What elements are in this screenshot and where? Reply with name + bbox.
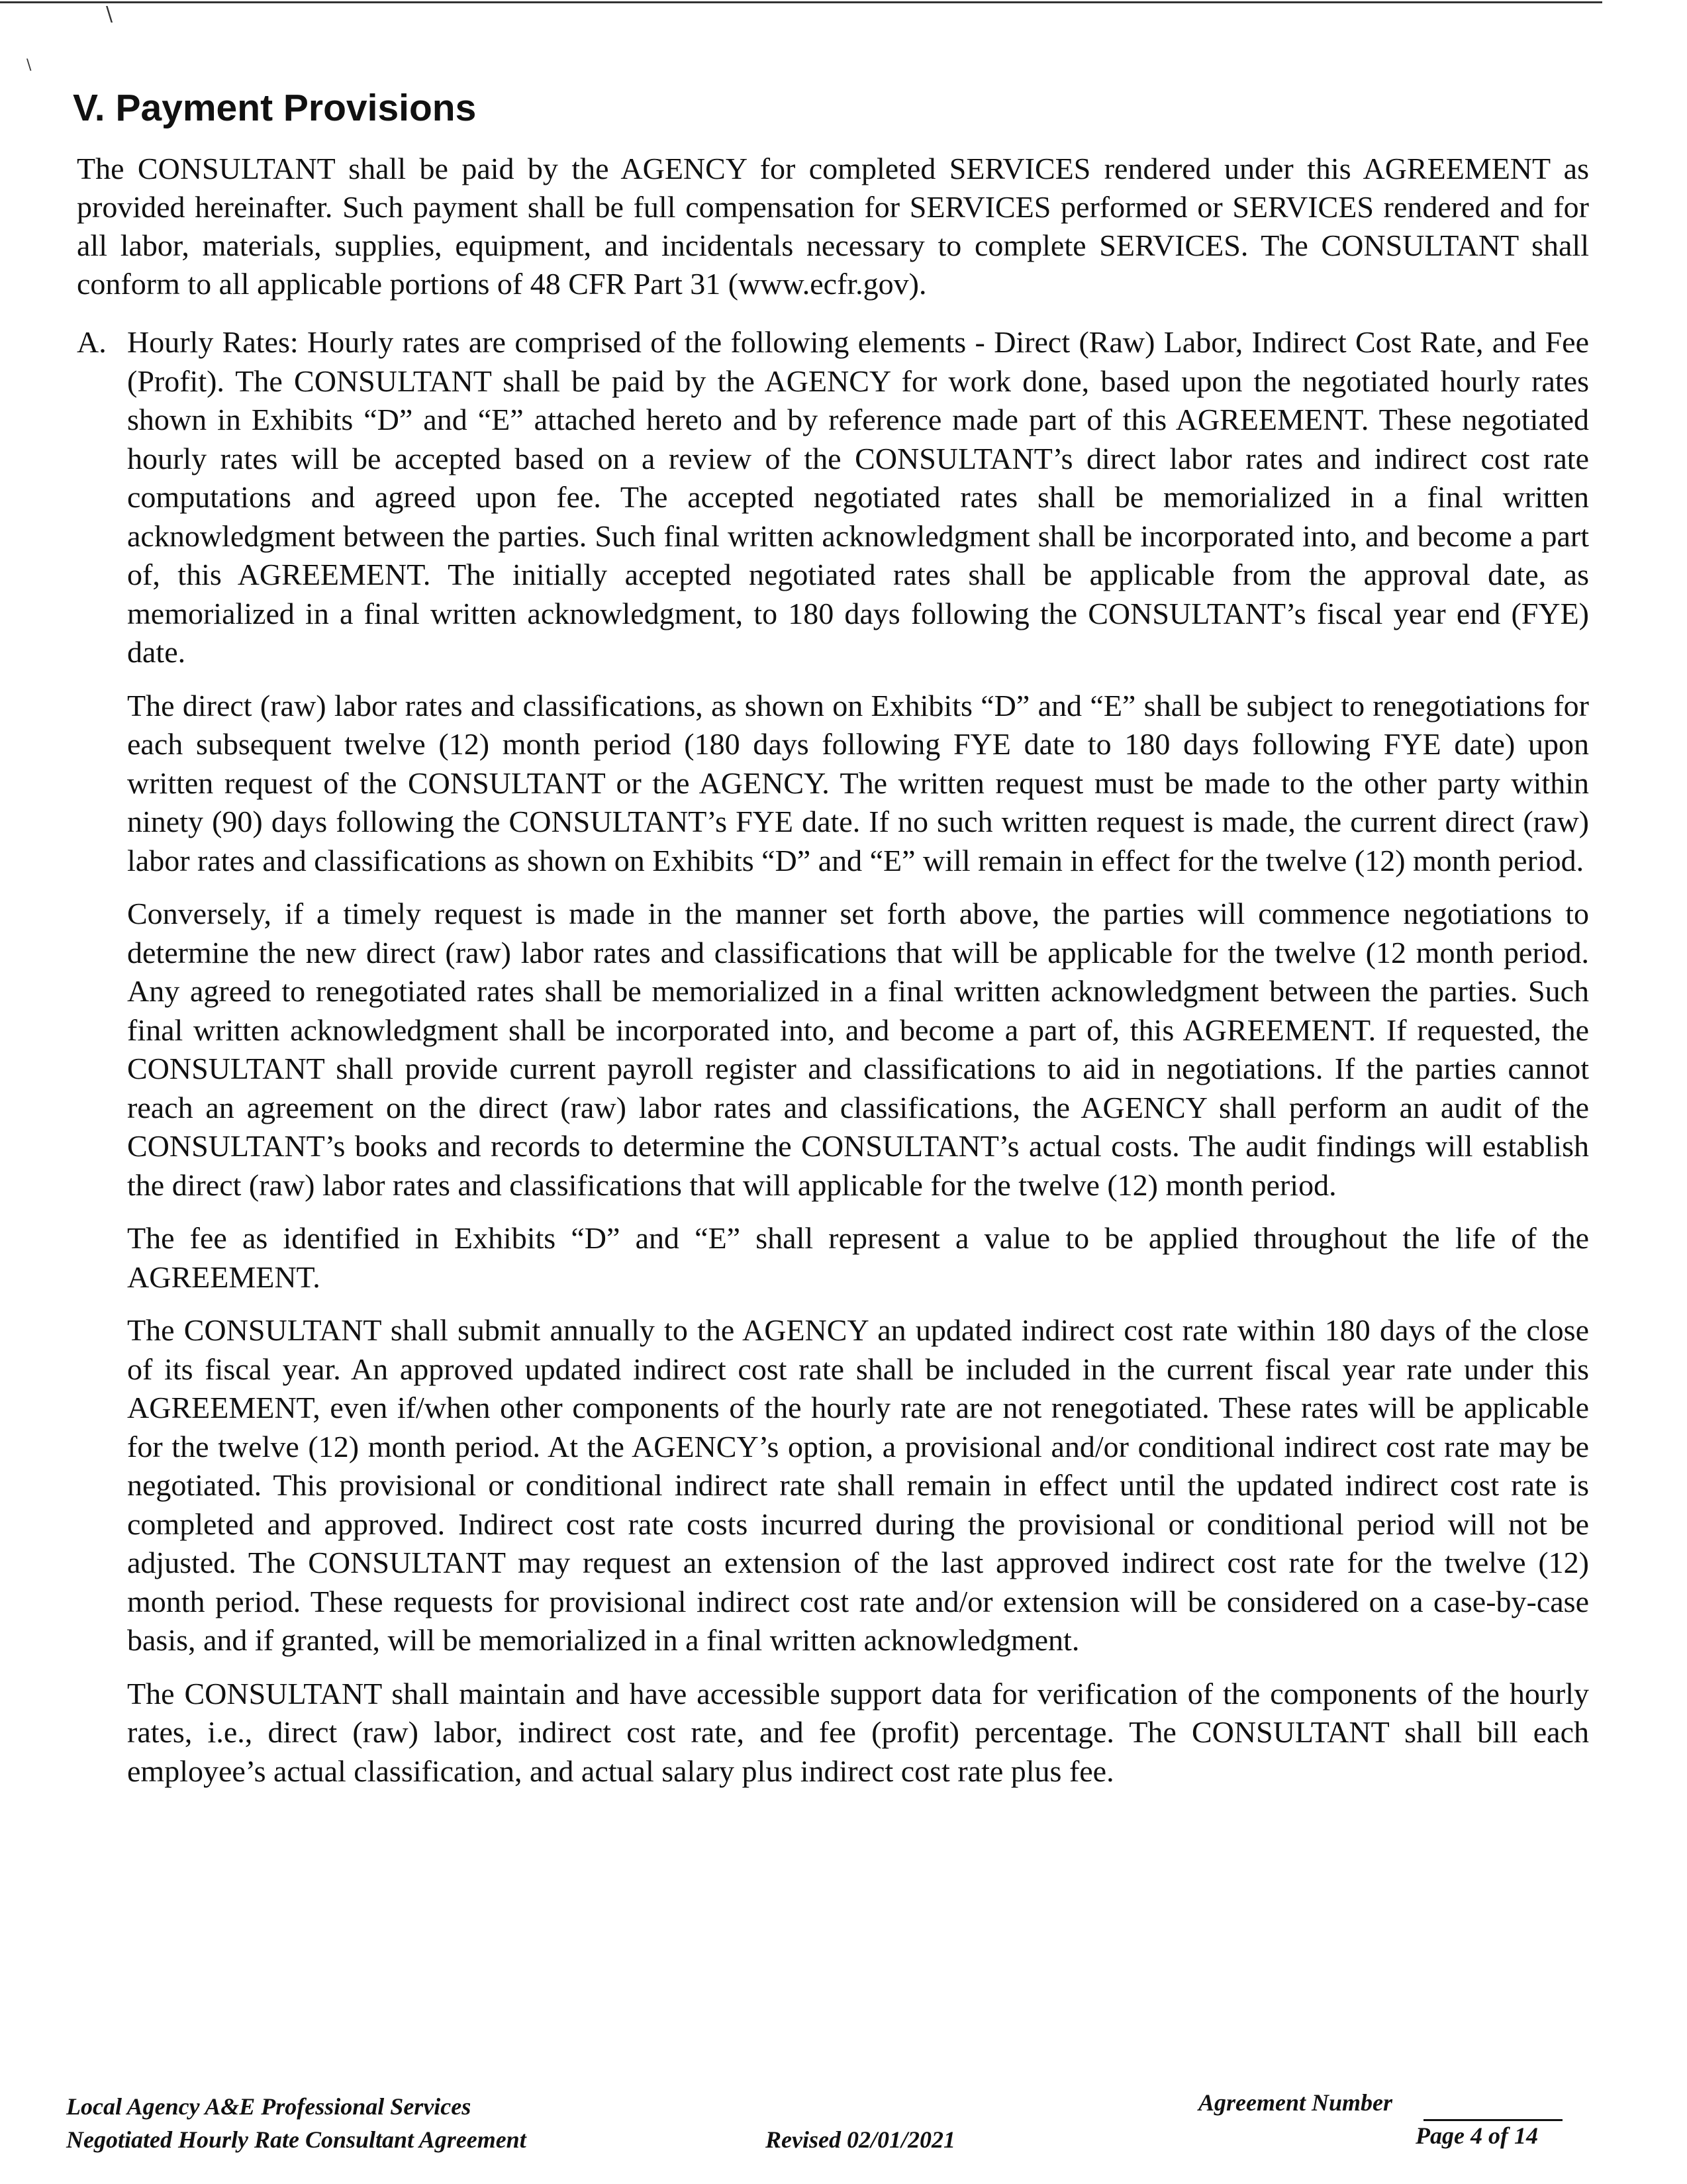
scan-speck: \ bbox=[26, 57, 32, 74]
item-a-body bbox=[127, 323, 1589, 1805]
footer-agreement-number-label: Agreement Number bbox=[1198, 2089, 1392, 2116]
page-footer bbox=[0, 2079, 1687, 2165]
top-rule bbox=[0, 1, 1602, 3]
item-a-marker: A. bbox=[77, 325, 107, 359]
footer-title-line1: Local Agency A&E Professional Services bbox=[66, 2093, 471, 2120]
footer-revised-date: Revised 02/01/2021 bbox=[765, 2126, 955, 2153]
negotiation-audit-paragraph: Conversely, if a timely request is made in the manner set forth above, the parties will commence negotiations to determine the new direct (raw) labor rates and classifications that will be applicable for the twelve (12 month period. Any agreed to renegotiated rates shall be memorialized in a final written acknowledgment between the parties. Such final written acknowledgment shall be incorporated into, and become a part of, this AGREEMENT. If requested, the CONSULTANT shall provide current payroll register and classifications to aid in negotiations. If the parties cannot reach an agreement on the direct (raw) labor rates and classifications, the AGENCY shall perform an audit of the CONSULTANT’s books and records to determine the CONSULTANT’s actual costs. The audit findings will establish the direct (raw) labor rates and classifications that will applicable for the twelve (12) month period. bbox=[127, 897, 1589, 1202]
support-data-paragraph: The CONSULTANT shall maintain and have accessible support data for verification of the components of the hourly rates, i.e., direct (raw) labor, indirect cost rate, and fee (profit) percentage. The CONSULTANT shall bill each employee’s actual classification, and actual salary plus indirect cost rate plus fee. bbox=[127, 1676, 1589, 1788]
hourly-rates-paragraph: Hourly Rates: Hourly rates are comprised of the following elements - Direct (Raw) Labor, Indirect Cost Rate, and Fee (Profit). The CONSULTANT shall be paid by the AGENCY for work done, based upon the negotiated hourly rates shown in Exhibits “D” and “E” attached hereto and by reference made part of this AGREEMENT. These negotiated hourly rates will be accepted based on a review of the CONSULTANT’s direct labor rates and indirect cost rate computations and agreed upon fee. The accepted negotiated rates shall be memorialized in a final written acknowledgment between the parties. Such final written acknowledgment shall be incorporated into, and become a part of, this AGREEMENT. The initially accepted negotiated rates shall be applicable from the approval date, as memorialized in a final written acknowledgment, to 180 days following the CONSULTANT’s fiscal year end (FYE) date. bbox=[127, 325, 1589, 669]
indirect-cost-paragraph: The CONSULTANT shall submit annually to the AGENCY an updated indirect cost rate within 180 days of the close of its fiscal year. An approved updated indirect cost rate shall be included in the current fiscal year rate under this AGREEMENT, even if/when other components of the hourly rate are not renegotiated. These rates will be applicable for the twelve (12) month period. At the AGENCY’s option, a provisional and/or conditional indirect cost rate may be negotiated. This provisional or conditional indirect rate shall remain in effect until the updated indirect cost rate is completed and approved. Indirect cost rate costs incurred during the provisional or conditional period will not be adjusted. The CONSULTANT may request an extension of the last approved indirect cost rate for the twelve (12) month period. These requests for provisional indirect cost rate and/or extension will be considered on a case-by-case basis, and if granted, will be memorialized in a final written acknowledgment. bbox=[127, 1313, 1589, 1657]
footer-title-line2: Negotiated Hourly Rate Consultant Agreement bbox=[66, 2126, 526, 2153]
section-heading: V. Payment Provisions bbox=[73, 87, 477, 129]
footer-page-number: Page 4 of 14 bbox=[1416, 2122, 1538, 2149]
scan-speck: \ bbox=[106, 3, 113, 26]
agreement-number-blank bbox=[1423, 2119, 1563, 2121]
fee-paragraph: The fee as identified in Exhibits “D” and “E” shall represent a value to be applied throughout the life of the AGREEMENT. bbox=[127, 1221, 1589, 1294]
renegotiation-paragraph: The direct (raw) labor rates and classifications, as shown on Exhibits “D” and “E” shall be subject to renegotiations for each subsequent twelve (12) month period (180 days following FYE date to 180 days following FYE date) upon written request of the CONSULTANT or the AGENCY. The written request must be made to the other party within ninety (90) days following the CONSULTANT’s FYE date. If no such written request is made, the current direct (raw) labor rates and classifications as shown on Exhibits “D” and “E” will remain in effect for the twelve (12) month period. bbox=[127, 688, 1589, 877]
intro-paragraph: The CONSULTANT shall be paid by the AGENCY for completed SERVICES rendered under this AGREEMENT as provided hereinafter. Such payment shall be full compensation for SERVICES performed or SERVICES rendered and for all labor, materials, supplies, equipment, and incidentals necessary to complete SERVICES. The CONSULTANT shall conform to all applicable portions of 48 CFR Part 31 (www.ecfr.gov). bbox=[77, 152, 1589, 301]
